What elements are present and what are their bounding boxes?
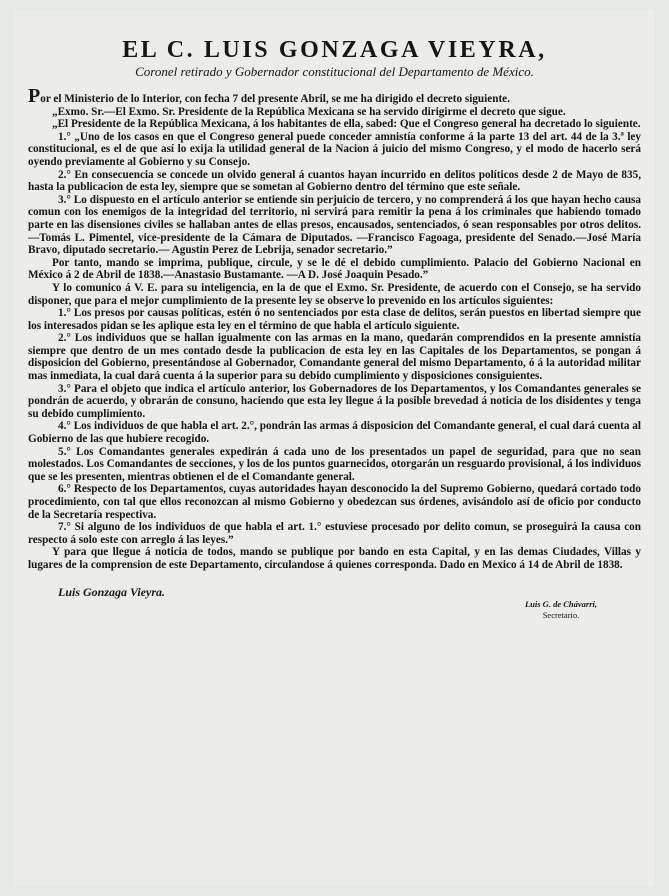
governor-signature: Luis Gonzaga Vieyra.: [58, 584, 166, 599]
presidente-paragraph: „El Presidente de la República Mexicana, á los habitantes de ella, sabed: Que el Congreso general ha decretado lo siguiente.: [52, 118, 641, 131]
intro-text: or el Ministerio de lo Interior, con fecha 7 del presente Abril, se me ha dirigido el decreto siguiente.: [40, 93, 510, 105]
law-article-2: 2.° En consecuencia se concede un olvido general á cuantos hayan incurrido en delitos políticos desde 2 de Mayo de 835, hasta la publicacion de esta ley, siempre que se sometan al Gobierno dentro del término que este señale.: [28, 168, 641, 194]
comunico-paragraph: Y lo comunico á V. E. para su inteligencia, en la de que el Exmo. Sr. Presidente, de acuerdo con el Consejo, se ha servido disponer, que para el mejor cumplimiento de la presente ley se observe lo prevenido en los artículos siguientes:: [28, 281, 641, 307]
law-article-3: 3.° Lo dispuesto en el artículo anterior se entiende sin perjuicio de tercero, y no comprenderá á los que hayan hecho causa comun con los enemigos de la integridad del territorio, ni servirá para remitir la pena á los criminales que habiendo tomado parte en las disensiones civiles se hallaban antes de ellas presos, encausados, sentenciados, ó sean responsables por otros delitos.—Tomás L. Pimentel, vice-presidente de la Cámara de Diputados. —Francisco Fagoaga, presidente del Senado.—José María Bravo, diputado secretario.— Agustin Perez de Lebrija, senador secretario.”: [28, 193, 641, 257]
regulation-article-3: 3.° Para el objeto que indica el artículo anterior, los Gobernadores de los Departamentos, y los Comandantes generales se pondrán de acuerdo, y obrarán de consuno, haciendo que esta ley llegue á la posible brevedad á noticia de los disidentes y tenga su debido cumplimiento.: [28, 382, 641, 420]
signature-block: [28, 581, 641, 641]
document-sheet: [14, 10, 655, 886]
closing-paragraph: Y para que llegue á noticia de todos, mando se publique por bando en esta Capital, y en las demas Ciudades, Villas y lugares de la comprension de este Departamento, circulandose á quienes corresponda. Dado en Mexico á 14 de Abril de 1838.: [28, 546, 641, 571]
secretary-signature: [525, 599, 597, 621]
law-article-1: 1.° „Uno de los casos en que el Congreso general puede conceder amnistía conforme á la parte 13 del art. 44 de la 3.ª ley constitucional, es el de que así lo exija la utilidad general de la Nacion á juicio del mismo Congreso, y el modo de hacerlo será oyendo previamente al Gobierno y su Consejo.: [28, 130, 641, 168]
regulation-article-1: 1.° Los presos por causas políticas, estén ó no sentenciados por esta clase de delitos, serán puestos en libertad siempre que los interesados pidan se les aplique esta ley en el término de que habla el artículo siguiente.: [28, 307, 641, 332]
exmo-paragraph: „Exmo. Sr.—El Exmo. Sr. Presidente de la República Mexicana se ha servido dirigirme el decreto que sigue.: [52, 105, 566, 118]
regulation-article-6: 6.° Respecto de los Departamentos, cuyas autoridades hayan desconocido la del Supremo Gobierno, quedará cortado todo procedimiento, con tal que ellos reconozcan al mismo Gobierno y obedezcan sus órdenes, avisándolo así de oficio por conducto de la Secretaría respectiva.: [28, 483, 641, 521]
drop-cap: P: [28, 85, 41, 107]
intro-paragraph: [28, 85, 641, 107]
secretary-name: Luis G. de Chávarri,: [524, 598, 597, 609]
page-title: EL C. LUIS GONZAGA VIEYRA,: [122, 37, 547, 63]
regulation-article-7: 7.° Si alguno de los individuos de que habla el art. 1.° estuviese procesado por delito comun, se proseguirá la causa con respecto á solo este con arreglo á las leyes.”: [28, 521, 641, 546]
page-subtitle: Coronel retirado y Gobernador constitucional del Departamento de México.: [135, 64, 534, 79]
regulation-article-5: 5.° Los Comandantes generales expedirán á cada uno de los presentados un papel de seguridad, para que no sean molestados. Los Comandantes de secciones, y los de los puntos guarnecidos, otorgarán un resguardo provisional, á los individuos que se les presenten, mientras obtienen el de el Comandante general.: [28, 445, 641, 483]
portanto-paragraph: Por tanto, mando se imprima, publique, circule, y se le dé el debido cumplimiento. Palacio del Gobierno Nacional en México á 2 de Abril de 1838.—Anastasio Bustamante. —A D. José Joaquin Pesado.”: [28, 256, 641, 282]
secretary-title: Secretario.: [542, 609, 580, 620]
regulation-article-2: 2.° Los individuos que se hallan igualmente con las armas en la mano, quedarán comprendidos en la presente amnistía siempre que dentro de un mes contado desde la publicacion de esta ley en las Capitales de los Departamentos, se pongan á disposicion del Gobierno, presentándose al Gobernador, Comandante general del mismo Departamento, ó á la autoridad militar mas inmediata, la cual dará cuenta á la superior para su debido cumplimiento y disposiciones consiguientes.: [28, 332, 641, 383]
regulation-article-4: 4.° Los individuos de que habla el art. 2.°, pondrán las armas á disposicion del Comandante general, el cual dará cuenta al Gobierno de las que hubiere recogido.: [28, 420, 641, 446]
decree-body: [28, 85, 641, 572]
